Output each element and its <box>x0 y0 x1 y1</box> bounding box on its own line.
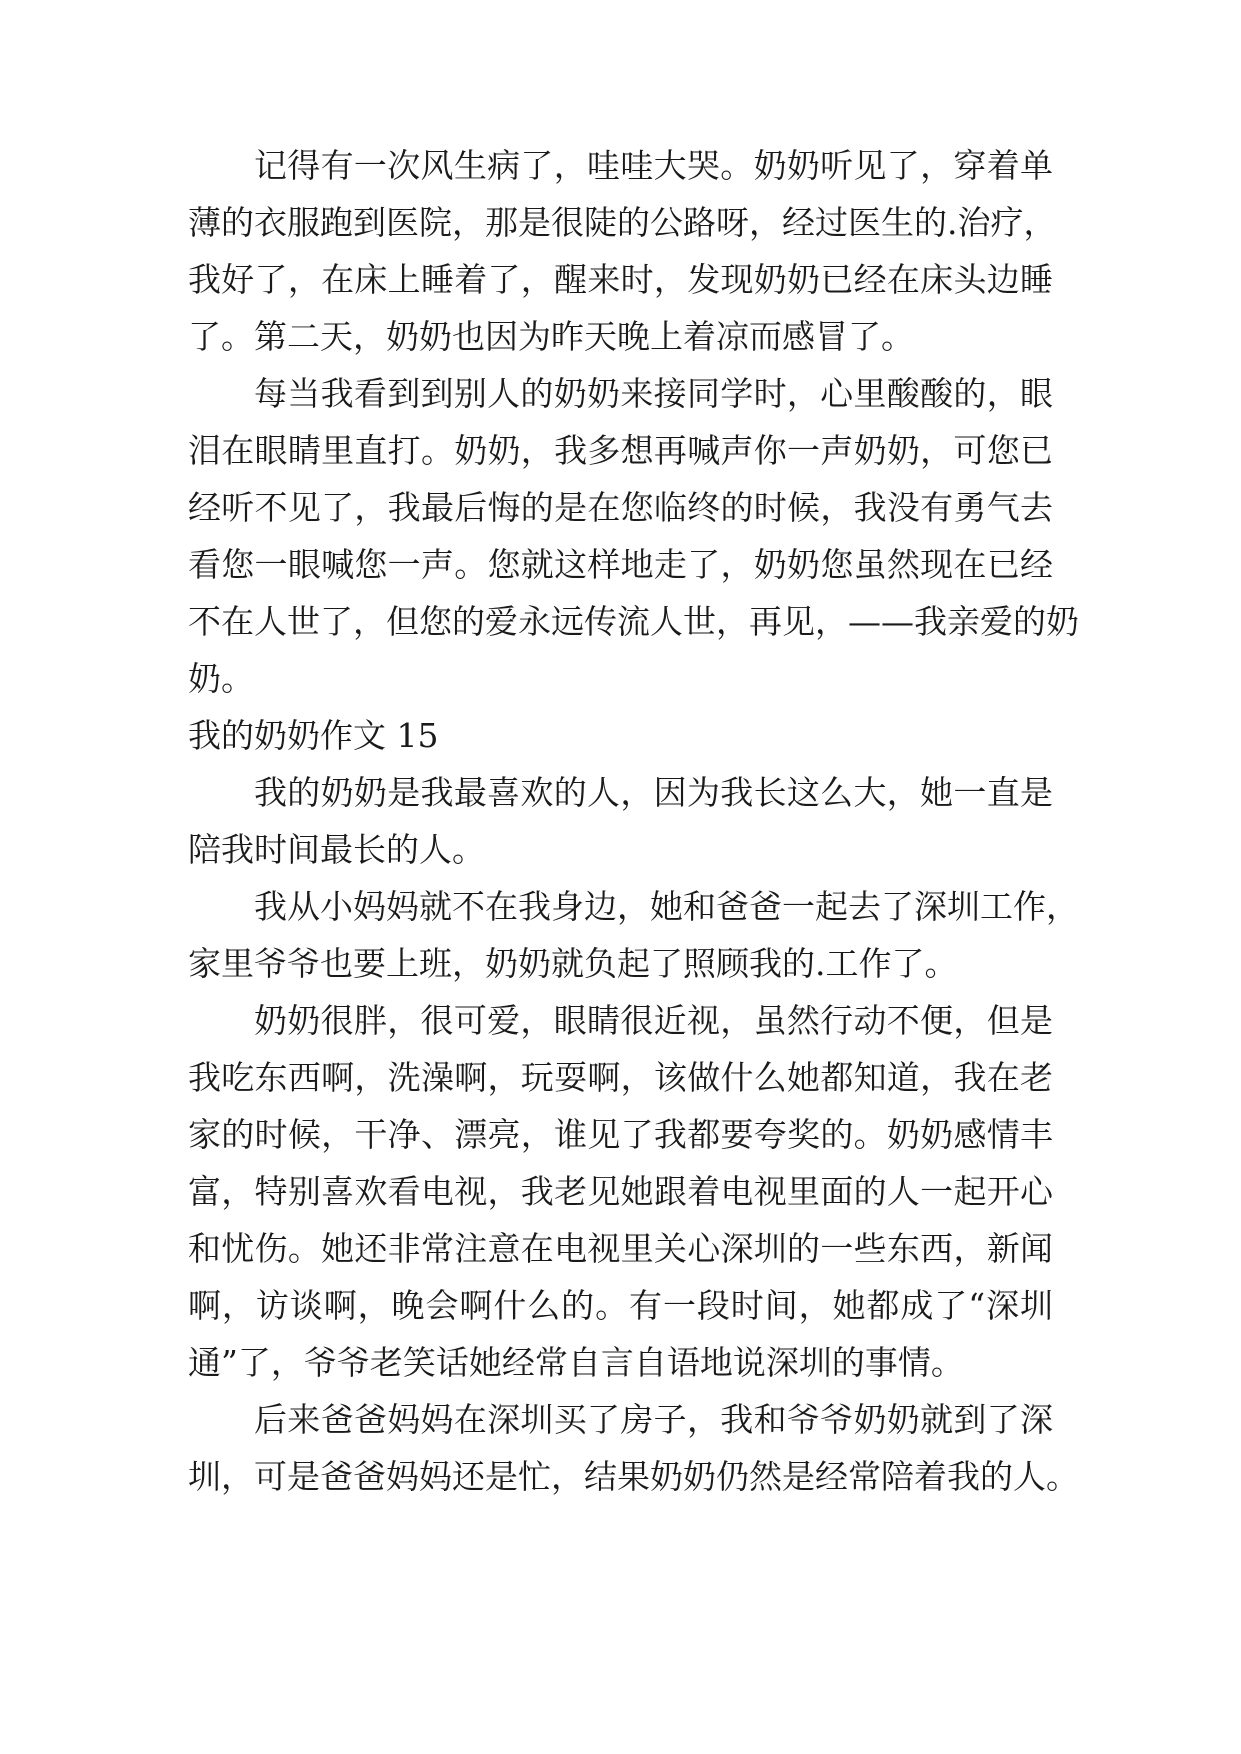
text-line: 薄的衣服跑到医院，那是很陡的公路呀，经过医生的.治疗， <box>188 203 1057 242</box>
text-line: 啊，访谈啊，晚会啊什么的。有一段时间，她都成了“深圳 <box>188 1286 1053 1325</box>
text-line: 不在人世了，但您的爱永远传流人世，再见，——我亲爱的奶 <box>188 602 1079 641</box>
text-line: 富，特别喜欢看电视，我老见她跟着电视里面的人一起开心 <box>188 1172 1053 1211</box>
text-line: 了。第二天，奶奶也因为昨天晚上着凉而感冒了。 <box>188 317 914 356</box>
text-line: 泪在眼睛里直打。奶奶，我多想再喊声你一声奶奶，可您已 <box>188 431 1053 470</box>
text-line: 家的时候，干净、漂亮，谁见了我都要夸奖的。奶奶感情丰 <box>188 1115 1053 1154</box>
text-line: 每当我看到到别人的奶奶来接同学时，心里酸酸的，眼 <box>254 374 1053 413</box>
text-line: 和忧伤。她还非常注意在电视里关心深圳的一些东西，新闻 <box>188 1229 1053 1268</box>
text-line: 我好了，在床上睡着了，醒来时，发现奶奶已经在床头边睡 <box>188 260 1053 299</box>
text-line: 通”了，爷爷老笑话她经常自言自语地说深圳的事情。 <box>188 1343 964 1382</box>
text-line: 后来爸爸妈妈在深圳买了房子，我和爷爷奶奶就到了深 <box>254 1400 1053 1439</box>
text-line: 我吃东西啊，洗澡啊，玩耍啊，该做什么她都知道，我在老 <box>188 1058 1053 1097</box>
text-line: 我的奶奶是我最喜欢的人，因为我长这么大，她一直是 <box>254 773 1053 812</box>
text-line: 经听不见了，我最后悔的是在您临终的时候，我没有勇气去 <box>188 488 1053 527</box>
text-line: 记得有一次风生病了，哇哇大哭。奶奶听见了，穿着单 <box>254 146 1053 185</box>
text-line: 圳，可是爸爸妈妈还是忙，结果奶奶仍然是经常陪着我的人。 <box>188 1457 1079 1496</box>
section-heading: 我的奶奶作文 15 <box>188 716 439 755</box>
text-line: 奶。 <box>188 659 254 698</box>
text-line: 陪我时间最长的人。 <box>188 830 485 869</box>
text-line: 家里爷爷也要上班，奶奶就负起了照顾我的.工作了。 <box>188 944 958 983</box>
text-line: 奶奶很胖，很可爱，眼睛很近视，虽然行动不便，但是 <box>254 1001 1053 1040</box>
text-line: 看您一眼喊您一声。您就这样地走了，奶奶您虽然现在已经 <box>188 545 1053 584</box>
text-line: 我从小妈妈就不在我身边，她和爸爸一起去了深圳工作， <box>254 887 1079 926</box>
